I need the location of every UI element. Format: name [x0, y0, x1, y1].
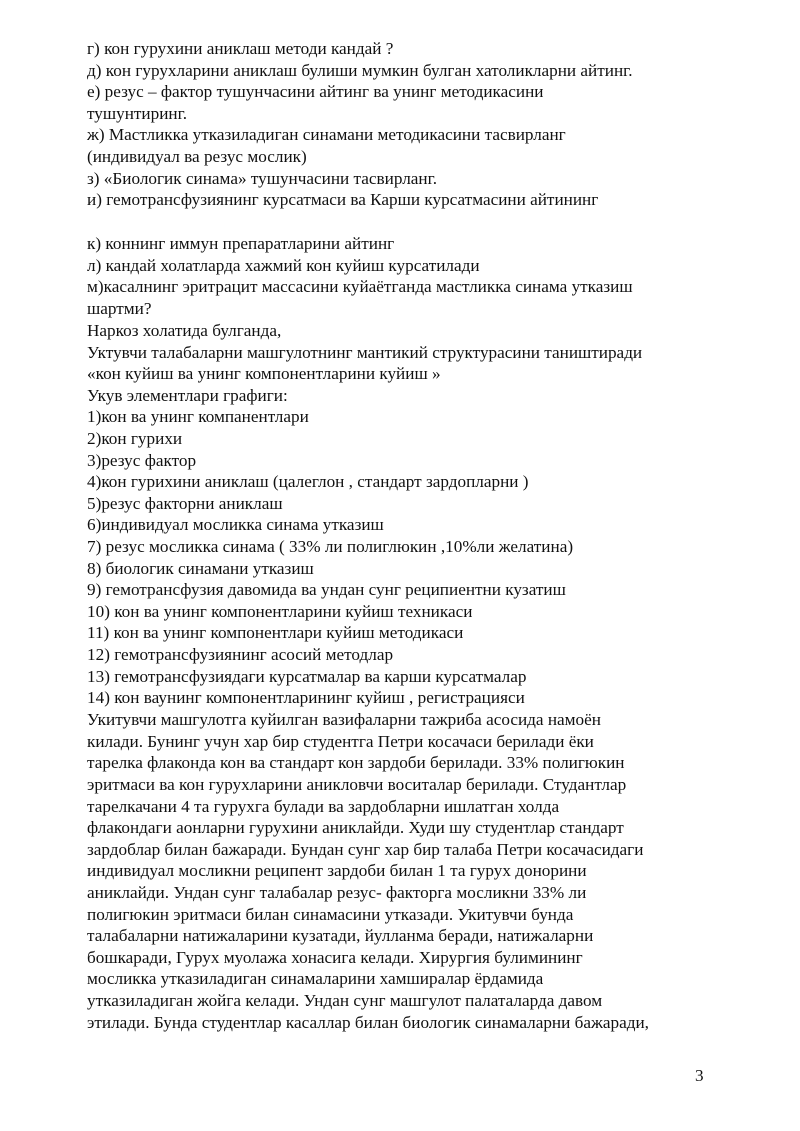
list-item: 6)индивидуал мосликка синама утказиш	[87, 515, 384, 534]
paragraph-line: полигюкин эритмаси билан синамасини утказади. Укитувчи бунда	[87, 905, 574, 924]
list-item: 4)кон гурихини аниклаш (цалеглон , стандарт зардопларни )	[87, 472, 529, 491]
text-line: д) кон гурухларини аниклаш булиши мумкин булган хатоликларни айтинг.	[87, 61, 633, 80]
text-line: «кон куйиш ва унинг компонентларини куйиш »	[87, 364, 441, 383]
list-item: 1)кон ва унинг компанентлари	[87, 407, 309, 426]
text-line: Наркоз холатида булганда,	[87, 321, 282, 340]
text-line: г) кон гурухини аниклаш методи кандай ?	[87, 39, 394, 58]
paragraph-line: тарелкачани 4 та гурухга булади ва зардобларни ишлатган холда	[87, 797, 560, 816]
list-item: 2)кон гурихи	[87, 429, 183, 448]
paragraph-line: килади. Бунинг учун хар бир студентга Петри косачаси берилади ёки	[87, 732, 594, 751]
text-line: к) коннинг иммун препаратларини айтинг	[87, 234, 395, 253]
text-line: ж) Мастликка утказиладиган синамани методикасини тасвирланг	[87, 125, 566, 144]
paragraph-line: этилади. Бунда студентлар касаллар билан биологик синамаларни бажаради,	[87, 1013, 649, 1032]
list-item: 5)резус факторни аниклаш	[87, 494, 283, 513]
paragraph-line: аниклайди. Ундан сунг талабалар резус- факторга мосликни 33% ли	[87, 883, 587, 902]
list-item: 3)резус фактор	[87, 451, 197, 470]
list-item: 7) резус мосликка синама ( 33% ли полиглюкин ,10%ли желатина)	[87, 537, 574, 556]
paragraph-line: флакондаги аонларни гурухини аниклайди. Худи шу студентлар стандарт	[87, 818, 624, 837]
list-item: 11) кон ва унинг компонентлари куйиш методикаси	[87, 623, 464, 642]
paragraph-line: индивидуал мосликни реципент зардоби билан 1 та гурух донорини	[87, 861, 587, 880]
page-number: 3	[695, 1066, 704, 1085]
text-line: тушунтиринг.	[87, 104, 188, 123]
list-item: 10) кон ва унинг компонентларини куйиш техникаси	[87, 602, 473, 621]
text-line: шартми?	[87, 299, 152, 318]
text-line: м)касалнинг эритрацит массасини куйаётганда мастликка синама утказиш	[87, 277, 633, 296]
paragraph-line: бошкаради, Гурух муолажа хонасига келади. Хирургия булимининг	[87, 948, 583, 967]
paragraph-line: Укитувчи машгулотга куйилган вазифаларни тажриба асосида намоён	[87, 710, 601, 729]
text-line: и) гемотрансфузиянинг курсатмаси ва Карши курсатмасини айтининг	[87, 190, 599, 209]
list-item: 12) гемотрансфузиянинг асосий методлар	[87, 645, 394, 664]
list-item: 13) гемотрансфузиядаги курсатмалар ва карши курсатмалар	[87, 667, 527, 686]
text-line: е) резус – фактор тушунчасини айтинг ва унинг методикасини	[87, 82, 544, 101]
paragraph-line: утказиладиган жойга келади. Ундан сунг машгулот палаталарда давом	[87, 991, 603, 1010]
paragraph-line: талабаларни натижаларини кузатади, йулланма беради, натижаларни	[87, 926, 594, 945]
paragraph-line: зардоблар билан бажаради. Бундан сунг хар бир талаба Петри косачасидаги	[87, 840, 644, 859]
text-line: л) кандай холатларда хажмий кон куйиш курсатилади	[87, 256, 480, 275]
paragraph-line: эритмаси ва кон гурухларини аникловчи воситалар берилади. Студантлар	[87, 775, 627, 794]
text-line: Уктувчи талабаларни машгулотнинг мантикий структурасини таништиради	[87, 343, 643, 362]
text-line: з) «Биологик синама» тушунчасини тасвирланг.	[87, 169, 438, 188]
list-item: 9) гемотрансфузия давомида ва ундан сунг реципиентни кузатиш	[87, 580, 566, 599]
paragraph-line: мосликка утказиладиган синамаларини хамширалар ёрдамида	[87, 969, 544, 988]
text-line: (индивидуал ва резус мослик)	[87, 147, 307, 166]
paragraph-line: тарелка флаконда кон ва стандарт кон зардоби берилади. 33% полигюкин	[87, 753, 625, 772]
list-item: 8) биологик синамани утказиш	[87, 559, 314, 578]
list-item: 14) кон ваунинг компонентларининг куйиш , регистрацияси	[87, 688, 525, 707]
text-line: Укув элементлари графиги:	[87, 386, 288, 405]
